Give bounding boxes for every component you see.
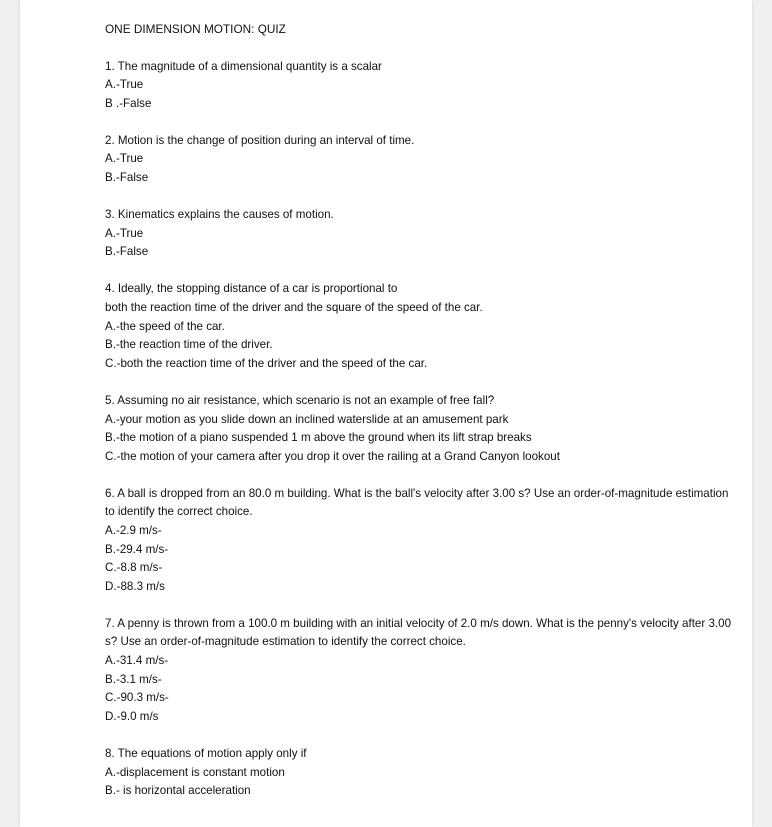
question-text: both the reaction time of the driver and the square of the speed of the car. <box>105 301 483 315</box>
answer-option: B.-29.4 m/s- <box>105 542 169 556</box>
answer-option: A.-your motion as you slide down an inclined waterslide at an amusement park <box>105 412 509 426</box>
answer-option: D.-9.0 m/s <box>105 709 159 723</box>
answer-option: A.-2.9 m/s- <box>105 523 162 537</box>
answer-option: C.-90.3 m/s- <box>105 691 169 705</box>
document-page <box>20 0 752 827</box>
question-text: 3. Kinematics explains the causes of motion. <box>105 208 334 222</box>
answer-option: B.-False <box>105 245 149 259</box>
answer-option: A.-31.4 m/s- <box>105 654 169 668</box>
answer-option: B .-False <box>105 96 152 110</box>
question-text: 7. A penny is thrown from a 100.0 m building with an initial velocity of 2.0 m/s down. What is the penny's velocity after 3.00 s? Use an order-of-magnitude estimation to identify the correct choice. <box>105 616 732 649</box>
question-text: 5. Assuming no air resistance, which scenario is not an example of free fall? <box>105 393 495 407</box>
question-text: 4. Ideally, the stopping distance of a car is proportional to <box>105 282 398 296</box>
answer-option: C.-the motion of your camera after you drop it over the railing at a Grand Canyon lookout <box>105 449 560 463</box>
question-text: 6. A ball is dropped from an 80.0 m building. What is the ball's velocity after 3.00 s? Use an order-of-magnitude estimation to identify the correct choice. <box>105 486 729 519</box>
answer-option: C.-8.8 m/s- <box>105 561 163 575</box>
question-8 <box>105 745 735 801</box>
answer-option: C.-both the reaction time of the driver and the speed of the car. <box>105 356 428 370</box>
answer-option: A.-the speed of the car. <box>105 319 225 333</box>
answer-option: A.-True <box>105 226 144 240</box>
question-text: 1. The magnitude of a dimensional quantity is a scalar <box>105 59 382 73</box>
answer-option: A.-displacement is constant motion <box>105 765 285 779</box>
question-text: 8. The equations of motion apply only if <box>105 746 307 760</box>
answer-option: A.-True <box>105 78 144 92</box>
quiz-content <box>105 20 735 819</box>
question-5 <box>105 392 735 466</box>
question-2 <box>105 132 735 188</box>
answer-option: A.-True <box>105 152 144 166</box>
answer-option: B.-the reaction time of the driver. <box>105 338 273 352</box>
answer-option: B.-False <box>105 171 149 185</box>
answer-option: B.-the motion of a piano suspended 1 m above the ground when its lift strap breaks <box>105 431 532 445</box>
answer-option: B.-3.1 m/s- <box>105 672 162 686</box>
answer-option: D.-88.3 m/s <box>105 579 165 593</box>
question-1 <box>105 58 735 114</box>
question-3 <box>105 206 735 262</box>
question-text: 2. Motion is the change of position during an interval of time. <box>105 133 415 147</box>
question-4 <box>105 280 735 373</box>
question-6 <box>105 485 735 597</box>
answer-option: B.- is horizontal acceleration <box>105 784 251 798</box>
question-7 <box>105 615 735 727</box>
quiz-title: ONE DIMENSION MOTION: QUIZ <box>105 22 286 36</box>
